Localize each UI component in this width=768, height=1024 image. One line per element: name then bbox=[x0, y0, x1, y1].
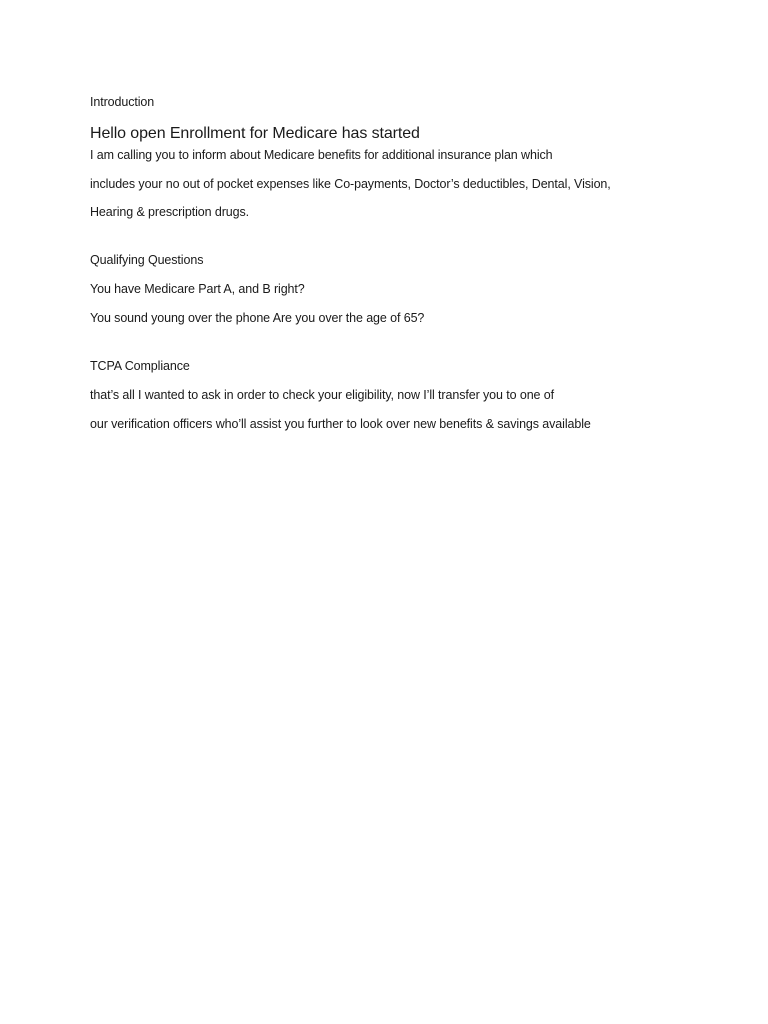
qualifying-line-1: You have Medicare Part A, and B right? bbox=[90, 282, 305, 296]
intro-line-1: I am calling you to inform about Medicare benefits for additional insurance plan which bbox=[90, 148, 553, 162]
intro-heading: Hello open Enrollment for Medicare has started bbox=[90, 125, 420, 142]
section-label-tcpa-compliance: TCPA Compliance bbox=[90, 359, 190, 373]
tcpa-line-1: that’s all I wanted to ask in order to check your eligibility, now I’ll transfer you to one of bbox=[90, 388, 554, 402]
intro-line-3: Hearing & prescription drugs. bbox=[90, 205, 249, 219]
section-label-qualifying-questions: Qualifying Questions bbox=[90, 253, 204, 267]
tcpa-line-2: our verification officers who’ll assist you further to look over new benefits & savings available bbox=[90, 417, 591, 431]
section-label-introduction: Introduction bbox=[90, 95, 155, 109]
intro-line-2: includes your no out of pocket expenses like Co-payments, Doctor’s deductibles, Dental, Vision, bbox=[90, 177, 611, 191]
qualifying-line-2: You sound young over the phone Are you over the age of 65? bbox=[90, 311, 425, 325]
